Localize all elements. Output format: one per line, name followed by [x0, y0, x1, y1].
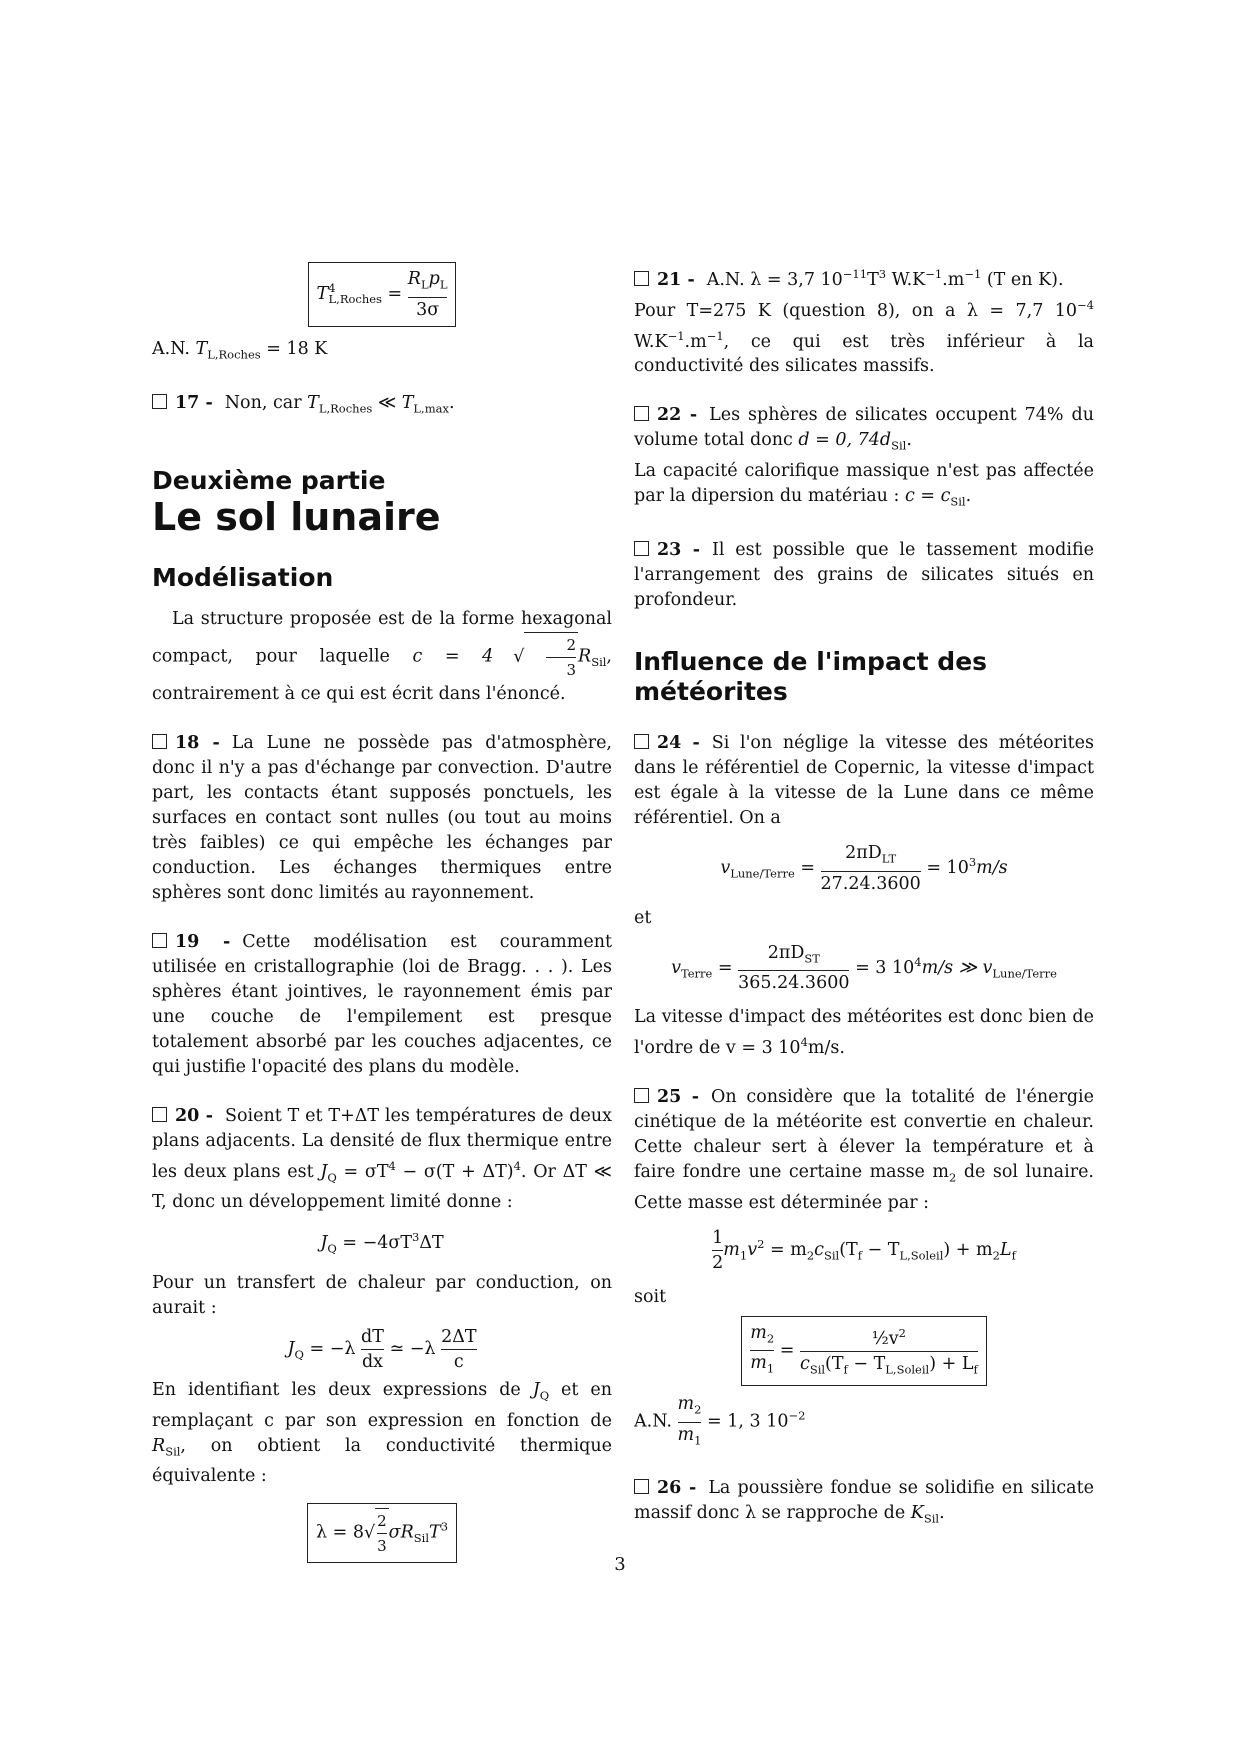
equation-v-terre: $v_{Terre}$ = $\frac{2\pi D_{ST}}{365.24.3600}$ = 3 $10^4m/s$ ≫ $v_{Lune/Terre}$: [671, 942, 1057, 994]
identification-text: En identifiant les deux expressions de $J_Q$ et en remplaçant c par son expression en fonction de $R_{Sil}$, on obtient la conductivité thermique équivalente :: [152, 1380, 612, 1487]
question-20: 20 - Soient T et T+ΔT les températures de deux plans adjacents. La densité de flux thermique entre les deux plans est $J_Q = \sigma T^4 - \sigma(T + \Delta T)^4$. Or ΔT ≪ T, donc un développement limité donne :: [152, 1105, 612, 1212]
checkbox-icon: [152, 1107, 167, 1122]
question-21-cont: Pour T=275 K (question 8), on a λ = 7,7 $10^{-4}$ $W.K^{-1}.m^{-1}$, ce qui est très inférieur à la conductivité des silicates massifs.: [634, 297, 1094, 377]
boxed-equation-mass-ratio: [634, 1316, 1094, 1386]
question-19: 19 - Cette modélisation est couramment utilisée en cristallographie (loi de Bragg. . . ). Les sphères étant jointives, le rayonnement émis par une couche de l'empilement est presque totalement absorbé par les couches adjacentes, ce qui justifie l'opacité des plans du modèle.: [152, 931, 612, 1077]
checkbox-icon: [634, 1479, 649, 1494]
question-25: 25 - On considère que la totalité de l'énergie cinétique de la météorite est convertie en chaleur. Cette chaleur sert à élever la température et à faire fondre une certaine masse $m_2$ de sol lunaire. Cette masse est déterminée par :: [634, 1087, 1094, 1213]
equation-energy: $\frac{1}{2}$ $m_1v^2 = m_2c_{Sil}(T_f - T_{L,Soleil}) + m_2L_f$: [712, 1227, 1016, 1273]
checkbox-icon: [634, 734, 649, 749]
checkbox-icon: [634, 541, 649, 556]
question-21: 21 - A.N. λ = 3,7 $10^{-11}T^3$ $W.K^{-1}.m^{-1}$ (T en K).: [634, 262, 1094, 293]
an-mass-ratio: A.N. $\frac{m_2}{m_1}$ = 1, 3 $10^{-2}$: [634, 1392, 1094, 1452]
section-title-modelisation: Modélisation: [152, 562, 334, 592]
question-24: 24 - Si l'on néglige la vitesse des météorites dans le référentiel de Copernic, la vitesse d'impact est égale à la vitesse de la Lune dans ce même référentiel. On a: [634, 733, 1094, 829]
question-22-cont: La capacité calorifique massique n'est pas affectée par la dipersion du matériau : $c = c_{Sil}$.: [634, 460, 1094, 509]
question-23: 23 - Il est possible que le tassement modifie l'arrangement des grains de silicates situés en profondeur.: [634, 540, 1094, 611]
checkbox-icon: [152, 734, 167, 749]
part-label: Deuxième partie: [152, 465, 386, 495]
equation-box: λ = 8√ $\frac{2}{3}$ $\sigma R_{Sil}T^3$: [307, 1503, 457, 1563]
checkbox-icon: [152, 933, 167, 948]
impact-speed-text: La vitesse d'impact des météorites est donc bien de l'ordre de v = 3 $10^4m/s$.: [634, 1007, 1094, 1059]
soit-text: soit: [634, 1286, 667, 1307]
checkbox-icon: [152, 394, 167, 409]
question-17: 17 - Non, car $T_{L,Roches}$ ≪ $T_{L,max}$.: [152, 391, 612, 422]
et-text: et: [634, 907, 652, 928]
page-number: 3: [614, 1554, 626, 1575]
equation-box: $\frac{m_2}{m_1}$ = $\frac{\frac{1}{2}v^2}{c_{Sil}(T_f - T_{L,Soleil}) + L_f}$: [741, 1316, 986, 1386]
question-26: 26 - La poussière fondue se solidifie en silicate massif donc λ se rapproche de $K_{Sil}$.: [634, 1478, 1094, 1526]
checkbox-icon: [634, 1088, 649, 1103]
question-22: 22 - Les sphères de silicates occupent 74% du volume total donc d = 0, $74d_{Sil}$.: [634, 405, 1094, 453]
equation-jq-flux: $J_Q = -4\sigma T^3\Delta T$: [320, 1229, 444, 1256]
checkbox-icon: [634, 271, 649, 286]
equation-jq-conduction: $J_Q = -\lambda$ $\frac{dT}{dx}$ ≃ −λ $\frac{2\Delta T}{c}$: [287, 1327, 477, 1373]
an-troches: A.N. $T_{L,Roches} = 18$ K: [152, 338, 328, 361]
part-title: Le sol lunaire: [152, 494, 441, 539]
question-18: 18 - La Lune ne possède pas d'atmosphère, donc il n'y a pas d'échange par convection. D'autre part, les contacts étant supposés ponctuels, les surfaces en contact sont nulles (ou tout au moins très faibles) ce qui empêche les échanges par conduction. Les échanges thermiques entre sphères sont donc limités au rayonnement.: [152, 732, 612, 903]
section-title-meteorites: Influence de l'impact des météorites: [634, 647, 988, 707]
left-column: [152, 262, 612, 1573]
checkbox-icon: [634, 406, 649, 421]
equation-v-lune: $v_{Lune/Terre}$ = $\frac{2\pi D_{LT}}{27.24.3600}$ = $10^3m/s$: [720, 843, 1008, 894]
conduction-text: Pour un transfert de chaleur par conduction, on aurait :: [152, 1273, 612, 1319]
equation-box: $T^4_{L,Roches}$ = $\frac{R_Lp_L}{3\sigma}$: [308, 262, 457, 327]
right-column: [634, 262, 1094, 1532]
model-paragraph: La structure proposée est de la forme hexagonal compact, pour laquelle c = 4 √ $\frac{2}{3}$ $R_{Sil}$, contrairement à ce qui est écrit dans l'énoncé.: [152, 608, 612, 704]
boxed-equation-troches: [152, 262, 612, 327]
